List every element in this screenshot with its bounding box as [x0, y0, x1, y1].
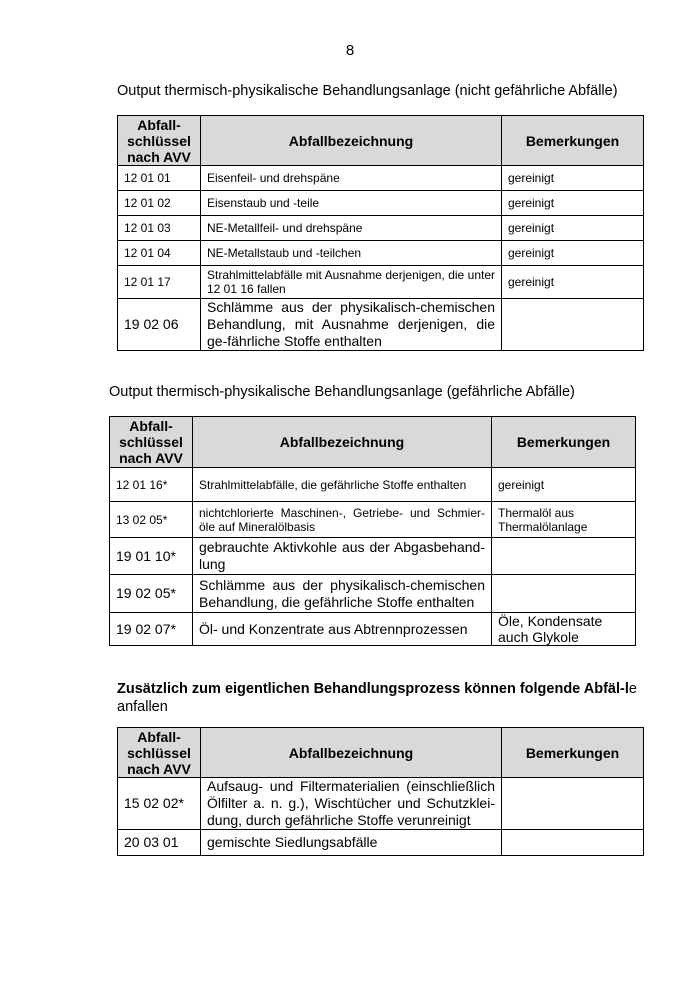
waste-table-hazardous — [109, 416, 636, 646]
waste-code: 15 02 02* — [118, 778, 201, 830]
waste-table-non-hazardous — [117, 115, 644, 351]
waste-name: NE-Metallfeil- und drehspäne — [201, 216, 502, 241]
table-row — [110, 575, 636, 613]
waste-code: 19 01 10* — [110, 538, 193, 575]
table-row — [110, 468, 636, 502]
table-row — [118, 266, 644, 299]
table-row — [118, 241, 644, 266]
table-row — [118, 299, 644, 351]
waste-remarks: gereinigt — [502, 166, 644, 191]
table-row — [118, 830, 644, 856]
waste-name: Strahlmittelabfälle, die gefährliche Stoffe enthalten — [193, 468, 492, 502]
waste-name: Eisenfeil- und drehspäne — [201, 166, 502, 191]
table-header-row — [118, 116, 644, 166]
table-row — [110, 502, 636, 538]
waste-remarks: gereinigt — [502, 216, 644, 241]
waste-code: 19 02 05* — [110, 575, 193, 613]
waste-code: 12 01 01 — [118, 166, 201, 191]
waste-code: 12 01 03 — [118, 216, 201, 241]
section-title-bold: Zusätzlich zum eigentlichen Behandlungsprozess können folgende Abfäl-l — [117, 681, 629, 697]
waste-name: gemischte Siedlungsabfälle — [201, 830, 502, 856]
table-row — [118, 216, 644, 241]
header-remarks: Bemerkungen — [502, 116, 644, 166]
waste-remarks: gereinigt — [492, 468, 636, 502]
waste-name: Schlämme aus der physikalisch-chemischen Behandlung, die gefährliche Stoffe enthalten — [193, 575, 492, 613]
waste-code: 19 02 07* — [110, 613, 193, 646]
header-waste-code: Abfall- schlüssel nach AVV — [118, 116, 201, 166]
table-header-row — [110, 417, 636, 468]
header-waste-name: Abfallbezeichnung — [201, 116, 502, 166]
waste-table-additional — [117, 727, 644, 856]
waste-remarks: Öle, Kondensate auch Glykole — [492, 613, 636, 646]
table-row — [118, 778, 644, 830]
section-title-hazardous: Output thermisch-physikalische Behandlungsanlage (gefährliche Abfälle) — [109, 384, 575, 400]
header-remarks: Bemerkungen — [502, 728, 644, 778]
waste-remarks — [492, 575, 636, 613]
section-title-additional — [117, 680, 642, 716]
waste-name: Strahlmittelabfälle mit Ausnahme derjenigen, die unter 12 01 16 fallen — [201, 266, 502, 299]
waste-code: 19 02 06 — [118, 299, 201, 351]
waste-name: Schlämme aus der physikalisch-chemischen Behandlung, mit Ausnahme derjenigen, die ge-fährliche Stoffe enthalten — [201, 299, 502, 351]
waste-code: 13 02 05* — [110, 502, 193, 538]
waste-remarks — [502, 778, 644, 830]
waste-remarks — [502, 830, 644, 856]
waste-code: 12 01 04 — [118, 241, 201, 266]
waste-remarks: gereinigt — [502, 191, 644, 216]
waste-name: Eisenstaub und -teile — [201, 191, 502, 216]
header-waste-code: Abfall- schlüssel nach AVV — [110, 417, 193, 468]
waste-name: NE-Metallstaub und -teilchen — [201, 241, 502, 266]
table-header-row — [118, 728, 644, 778]
header-waste-code: Abfall- schlüssel nach AVV — [118, 728, 201, 778]
table-row — [118, 191, 644, 216]
waste-code: 12 01 17 — [118, 266, 201, 299]
header-waste-name: Abfallbezeichnung — [193, 417, 492, 468]
table-row — [110, 538, 636, 575]
table-row — [118, 166, 644, 191]
header-waste-name: Abfallbezeichnung — [201, 728, 502, 778]
table-row — [110, 613, 636, 646]
waste-name: nichtchlorierte Maschinen-, Getriebe- und Schmier-öle auf Mineralölbasis — [193, 502, 492, 538]
waste-remarks — [502, 299, 644, 351]
waste-remarks: Thermalöl aus Thermalölanlage — [492, 502, 636, 538]
waste-remarks: gereinigt — [502, 241, 644, 266]
waste-remarks — [492, 538, 636, 575]
waste-name: Aufsaug- und Filtermaterialien (einschließlich Ölfilter a. n. g.), Wischtücher und Schutzklei-dung, durch gefährliche Stoffe verunreinigt — [201, 778, 502, 830]
waste-remarks: gereinigt — [502, 266, 644, 299]
waste-code: 12 01 02 — [118, 191, 201, 216]
waste-code: 20 03 01 — [118, 830, 201, 856]
page-number: 8 — [345, 42, 355, 59]
section-title-non-hazardous: Output thermisch-physikalische Behandlungsanlage (nicht gefährliche Abfälle) — [117, 83, 618, 99]
waste-name: gebrauchte Aktivkohle aus der Abgasbehand-lung — [193, 538, 492, 575]
waste-code: 12 01 16* — [110, 468, 193, 502]
header-remarks: Bemerkungen — [492, 417, 636, 468]
waste-name: Öl- und Konzentrate aus Abtrennprozessen — [193, 613, 492, 646]
section-title-normal: e anfallen — [117, 681, 637, 715]
